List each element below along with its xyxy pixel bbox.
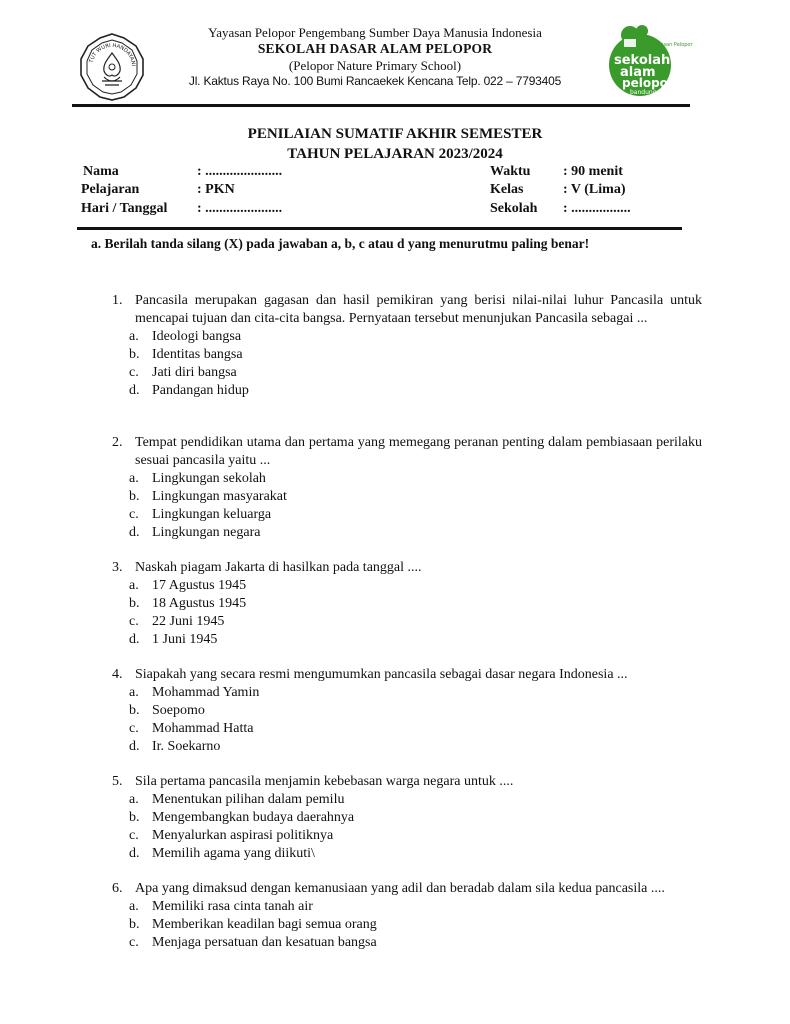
option-letter: c. (129, 365, 139, 380)
question-item (112, 434, 702, 542)
logo-line3: pelopor (622, 76, 674, 90)
option-text: Mohammad Hatta (152, 721, 254, 736)
option-letter: a. (129, 792, 139, 807)
option-letter: b. (129, 810, 140, 825)
answer-option[interactable] (129, 506, 702, 524)
question-item (112, 292, 702, 400)
info-value-time: : 90 menit (563, 164, 623, 179)
option-text: Memilih agama yang diikuti\ (152, 846, 315, 861)
school-name: SEKOLAH DASAR ALAM PELOPOR (257, 41, 493, 56)
question-item (112, 880, 702, 952)
question-text: Tempat pendidikan utama dan pertama yang memegang peranan penting dalam pembiasaan perilaku sesuai pancasila yaitu ... (135, 435, 702, 468)
option-text: Jati diri bangsa (152, 365, 237, 380)
question-item (112, 666, 702, 756)
option-text: Mohammad Yamin (152, 685, 260, 700)
option-text: Menjaga persatuan dan kesatuan bangsa (152, 935, 377, 950)
option-letter: d. (129, 525, 140, 540)
question-text: Sila pertama pancasila menjamin kebebasan warga negara untuk .... (135, 774, 514, 789)
option-text: Memiliki rasa cinta tanah air (152, 899, 313, 914)
option-letter: c. (129, 507, 139, 522)
foundation-name: Yayasan Pelopor Pengembang Sumber Daya Manusia Indonesia (208, 25, 542, 40)
option-letter: b. (129, 596, 140, 611)
info-label-school: Sekolah (490, 201, 538, 216)
question-text: Apa yang dimaksud dengan kemanusiaan yang adil dan beradab dalam sila kedua pancasila .... (135, 881, 665, 896)
option-text: Lingkungan keluarga (152, 507, 272, 522)
option-letter: b. (129, 703, 140, 718)
option-text: Lingkungan sekolah (152, 471, 266, 486)
info-value-subject: : PKN (197, 182, 235, 197)
question-number: 1. (112, 293, 123, 308)
info-label-subject: Pelajaran (81, 182, 140, 197)
option-text: Memberikan keadilan bagi semua orang (152, 917, 377, 932)
option-letter: d. (129, 739, 140, 754)
question-number: 4. (112, 667, 123, 682)
emblem-ring-text: TUT WURI HANDAYANI (88, 42, 136, 67)
logo-line4: bandung (630, 89, 657, 96)
info-value-date: : ...................... (197, 201, 283, 216)
answer-option[interactable] (129, 720, 702, 738)
sekolah-alam-pelopor-logo-icon (608, 25, 693, 99)
logo-line2: alam (620, 65, 656, 80)
option-letter: c. (129, 721, 139, 736)
logo-small-text: Yayasan Pelopor (652, 42, 693, 48)
option-letter: d. (129, 383, 140, 398)
answer-option[interactable] (129, 346, 702, 364)
question-text: Naskah piagam Jakarta di hasilkan pada tanggal .... (135, 560, 422, 575)
exam-year: TAHUN PELAJARAN 2023/2024 (287, 146, 503, 162)
info-value-name: : ...................... (197, 164, 283, 179)
answer-option[interactable] (129, 364, 702, 382)
option-letter: c. (129, 935, 139, 950)
option-text: Lingkungan negara (152, 525, 261, 540)
school-address: Jl. Kaktus Raya No. 100 Bumi Rancaekek Kencana Telp. 022 – 7793405 (188, 74, 562, 88)
option-letter: b. (129, 917, 140, 932)
answer-option[interactable] (129, 382, 702, 400)
option-letter: a. (129, 899, 139, 914)
answer-option[interactable] (129, 809, 702, 827)
option-letter: c. (129, 828, 139, 843)
option-text: Ideologi bangsa (152, 329, 242, 344)
info-value-class: : V (Lima) (563, 182, 626, 197)
school-english-name: (Pelopor Nature Primary School) (288, 58, 462, 73)
answer-option[interactable] (129, 631, 702, 649)
option-text: 18 Agustus 1945 (152, 596, 247, 611)
question-number: 3. (112, 560, 123, 575)
question-number: 2. (112, 435, 123, 450)
option-text: Mengembangkan budaya daerahnya (152, 810, 355, 825)
info-label-date: Hari / Tanggal (81, 201, 168, 216)
answer-option[interactable] (129, 898, 702, 916)
answer-option[interactable] (129, 613, 702, 631)
question-number: 5. (112, 774, 123, 789)
info-label-class: Kelas (490, 182, 524, 197)
option-letter: b. (129, 489, 140, 504)
info-label-name: Nama (83, 164, 119, 179)
answer-option[interactable] (129, 577, 702, 595)
exam-title: PENILAIAN SUMATIF AKHIR SEMESTER (247, 126, 543, 142)
option-text: Menyalurkan aspirasi politiknya (152, 828, 334, 843)
question-item (112, 559, 702, 649)
answer-option[interactable] (129, 845, 702, 863)
answer-option[interactable] (129, 684, 702, 702)
question-number: 6. (112, 881, 123, 896)
option-text: Identitas bangsa (152, 347, 243, 362)
answer-option[interactable] (129, 328, 702, 346)
instruction-text: a. Berilah tanda silang (X) pada jawaban a, b, c atau d yang menurutmu paling benar! (91, 236, 590, 251)
option-text: Ir. Soekarno (152, 739, 221, 754)
option-text: 1 Juni 1945 (152, 632, 218, 647)
answer-option[interactable] (129, 595, 702, 613)
info-label-time: Waktu (490, 164, 531, 179)
option-text: Menentukan pilihan dalam pemilu (152, 792, 345, 807)
option-text: Lingkungan masyarakat (152, 489, 287, 504)
question-text: Pancasila merupakan gagasan dan hasil pemikiran yang berisi nilai-nilai luhur Pancasila untuk mencapai tujuan dan cita-cita bangsa. Pernyataan tersebut menunjukan Pancasila sebagai ... (135, 293, 702, 326)
option-letter: d. (129, 632, 140, 647)
answer-option[interactable] (129, 791, 702, 809)
option-text: 17 Agustus 1945 (152, 578, 247, 593)
answer-option[interactable] (129, 916, 702, 934)
option-letter: c. (129, 614, 139, 629)
option-letter: a. (129, 471, 139, 486)
answer-option[interactable] (129, 524, 702, 542)
answer-option[interactable] (129, 470, 702, 488)
question-text: Siapakah yang secara resmi mengumumkan pancasila sebagai dasar negara Indonesia ... (135, 667, 628, 682)
option-letter: a. (129, 329, 139, 344)
info-value-school: : ................. (563, 201, 631, 216)
tut-wuri-handayani-emblem-icon (76, 31, 148, 103)
question-item (112, 773, 702, 863)
option-letter: d. (129, 846, 140, 861)
logo-line1: sekolah (614, 53, 671, 68)
option-text: Soepomo (152, 703, 205, 718)
option-text: 22 Juni 1945 (152, 614, 225, 629)
option-letter: b. (129, 347, 140, 362)
info-divider (77, 227, 682, 230)
option-letter: a. (129, 578, 139, 593)
answer-option[interactable] (129, 738, 702, 756)
answer-option[interactable] (129, 827, 702, 845)
header-divider (72, 104, 690, 107)
answer-option[interactable] (129, 934, 702, 952)
option-letter: a. (129, 685, 139, 700)
answer-option[interactable] (129, 702, 702, 720)
option-text: Pandangan hidup (152, 383, 249, 398)
answer-option[interactable] (129, 488, 702, 506)
